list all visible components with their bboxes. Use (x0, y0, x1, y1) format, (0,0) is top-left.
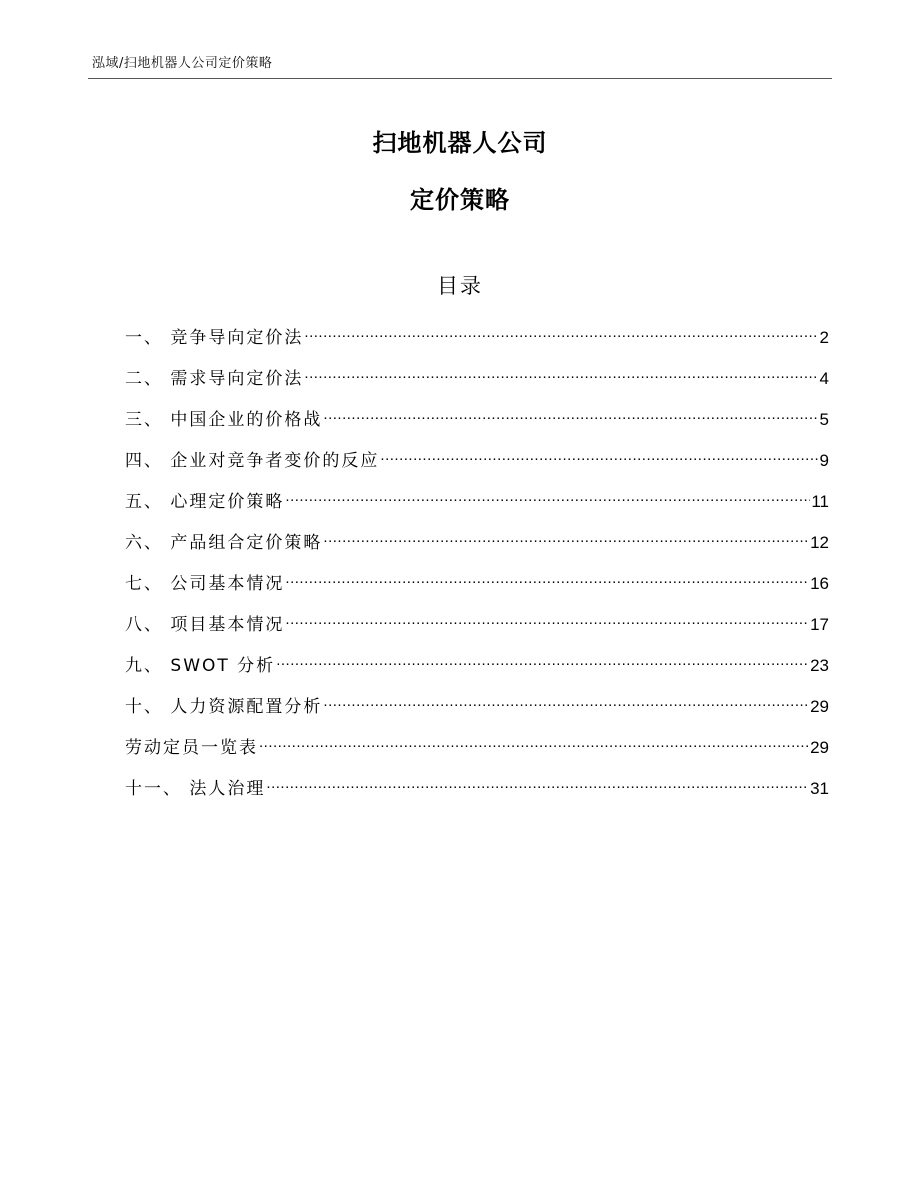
toc-entry-page: 11 (811, 492, 829, 511)
toc-entry-label: 七、 公司基本情况 (125, 574, 285, 594)
toc-entry-page: 9 (819, 451, 829, 470)
toc-entry[interactable] (125, 446, 829, 487)
header-divider (88, 78, 832, 79)
toc-leader-dots (323, 405, 818, 425)
toc-leader-dots (266, 774, 809, 794)
toc-entry-page: 17 (810, 615, 829, 634)
toc-entry-label: 十一、 法人治理 (125, 779, 266, 799)
toc-entry-label: 三、 中国企业的价格战 (125, 410, 323, 430)
toc-leader-dots (285, 487, 810, 507)
toc-entry[interactable] (125, 405, 829, 446)
toc-entry-label: 二、 需求导向定价法 (125, 369, 304, 389)
toc-heading: 目录 (437, 274, 483, 298)
toc-entry-page: 5 (819, 410, 829, 429)
toc-entry-page: 29 (810, 697, 829, 716)
toc-entry-label: 四、 企业对竞争者变价的反应 (125, 451, 380, 471)
toc-entry[interactable] (125, 323, 829, 364)
toc-entry[interactable] (125, 528, 829, 569)
toc-entry-label: 十、 人力资源配置分析 (125, 697, 323, 717)
document-subtitle: 定价策略 (410, 186, 510, 214)
toc-entry-label: 劳动定员一览表 (125, 738, 258, 758)
toc-entry-label: 九、 SWOT 分析 (125, 656, 276, 676)
toc-entry-page: 23 (810, 656, 829, 675)
toc-entry-page: 12 (810, 533, 829, 552)
toc-entry-page: 29 (810, 738, 829, 757)
toc-entry[interactable] (125, 651, 829, 692)
toc-leader-dots (285, 610, 809, 630)
toc-entry-page: 16 (810, 574, 829, 593)
toc-leader-dots (285, 569, 809, 589)
toc-entry-label: 六、 产品组合定价策略 (125, 533, 323, 553)
toc-entry[interactable] (125, 487, 829, 528)
toc-entry-label: 八、 项目基本情况 (125, 615, 285, 635)
document-title: 扫地机器人公司 (372, 129, 548, 157)
toc-entry[interactable] (125, 692, 829, 733)
toc-entry[interactable] (125, 610, 829, 651)
toc-leader-dots (380, 446, 818, 466)
toc-entry-label: 一、 竞争导向定价法 (125, 328, 304, 348)
toc-leader-dots (323, 528, 809, 548)
toc-entry-page: 31 (810, 779, 829, 798)
toc-entry[interactable] (125, 569, 829, 610)
toc-entry-page: 4 (819, 369, 829, 388)
toc-leader-dots (304, 364, 818, 384)
toc-entry[interactable] (125, 733, 829, 774)
toc-entry-page: 2 (819, 328, 829, 347)
toc-leader-dots (323, 692, 809, 712)
toc-leader-dots (276, 651, 809, 671)
toc-entry-label: 五、 心理定价策略 (125, 492, 285, 512)
toc-leader-dots (259, 733, 809, 753)
running-header: 泓域/扫地机器人公司定价策略 (92, 56, 273, 71)
toc-entry[interactable] (125, 774, 829, 815)
toc-leader-dots (304, 323, 818, 343)
toc-entry[interactable] (125, 364, 829, 405)
table-of-contents (125, 323, 829, 815)
